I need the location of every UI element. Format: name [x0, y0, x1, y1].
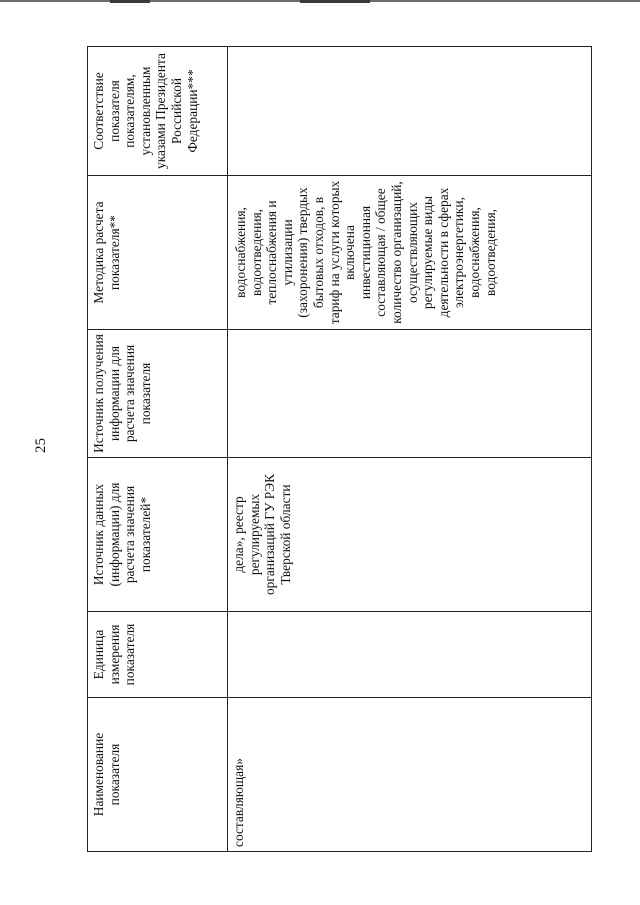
cell-indicator-name: составляющая»	[228, 698, 592, 852]
header-unit: Единица измерения показателя	[88, 612, 228, 698]
indicator-table	[87, 46, 592, 852]
page-number: 25	[33, 438, 49, 453]
header-calculation-method: Методика расчета показателя**	[88, 176, 228, 330]
cell-data-source: дела», реестр регулируемых организаций ГУ РЭК Тверской области	[228, 458, 592, 612]
table-header-row	[88, 47, 228, 852]
cell-compliance	[228, 47, 592, 176]
table-row	[228, 47, 592, 852]
header-compliance: Соответствие показателя показателям, установленным указами Президента Российской Федерации***	[88, 47, 228, 176]
header-indicator-name: Наименование показателя	[88, 698, 228, 852]
scan-edge-mark	[300, 0, 370, 3]
header-data-source: Источник данных (информации) для расчета значения показателей*	[88, 458, 228, 612]
cell-unit	[228, 612, 592, 698]
cell-calculation-method: водоснабжения, водоотведения, теплоснабжения и утилизации (захоронения) твердых бытовых отходов, в тариф на услуги которых включена инвестиционная составляющая / общее количество организаций, осуществляющих регулируемые виды деятельности в сферах электроэнергетики, водоснабжения, водоотведения,	[228, 176, 592, 330]
cell-info-source	[228, 330, 592, 458]
scan-edge-mark	[110, 0, 150, 3]
header-info-source: Источник получения информации для расчета значения показателя	[88, 330, 228, 458]
